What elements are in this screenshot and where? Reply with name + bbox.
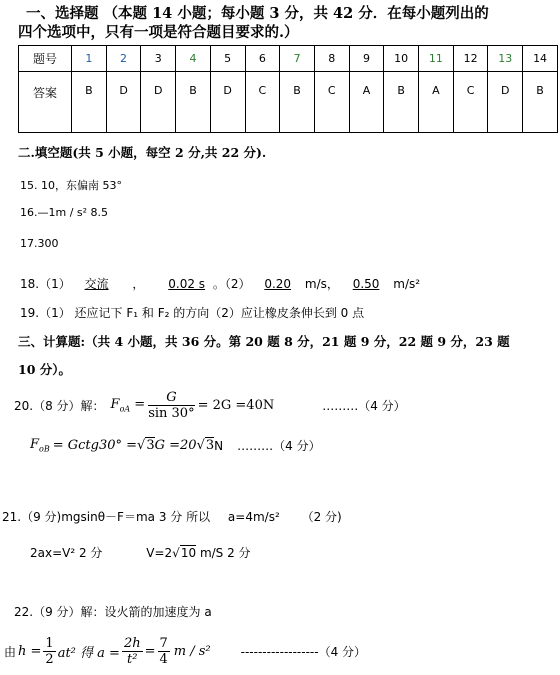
table-cell-answer: A [419, 72, 454, 133]
answer-q22-line2 [4, 636, 366, 667]
section2-heading: 二.填空题(共 5 小题，每空 2 分,共 22 分). [18, 145, 267, 160]
q22-frac3-den: 4 [159, 652, 168, 667]
q22-frac2-den: t² [127, 652, 138, 667]
table-cell-number: 11 [419, 46, 454, 72]
section3-heading-line1: 三、计算题:（共 4 小题，共 36 分。第 20 题 8 分，21 题 9 分，22 题 9 分，23 题 [18, 334, 510, 349]
table-cell-answer: B [72, 72, 107, 133]
q22-h-eq: h = [18, 644, 42, 659]
answer-q21-line1 [2, 508, 342, 525]
table-cell-number: 6 [245, 46, 280, 72]
q18-mid: 。（2） [212, 277, 251, 291]
q22-tail: ------------------（4 分） [240, 645, 367, 659]
table-cell-number: 12 [453, 46, 488, 72]
table-cell-answer: C [453, 72, 488, 133]
table-cell-number: 5 [210, 46, 245, 72]
q21-line1a: 21.（9 分)mgsinθ－F＝ma 3 分 所以 [2, 510, 211, 524]
table-row-numbers [19, 46, 558, 72]
table-row-answers [19, 72, 558, 133]
table-cell-number: 7 [280, 46, 315, 72]
q21-line2b: V=2 [146, 546, 173, 560]
table-cell-number: 9 [349, 46, 384, 72]
table-cell-answer: D [141, 72, 176, 133]
q20-f-ob-tail: G =20 [154, 438, 197, 453]
table-cell-answer: D [210, 72, 245, 133]
q18-prefix: 18.（1） [20, 277, 71, 291]
q20-prefix: 20.（8 分）解： [14, 398, 105, 413]
table-cell-answer: B [280, 72, 315, 133]
q18-unit-1: m/s， [304, 277, 339, 291]
table-cell-number: 1 [72, 46, 107, 72]
answer-q16: 16.—1m / s² 8.5 [20, 206, 109, 219]
table-cell-answer: C [245, 72, 280, 133]
section1-title-line2: 四个选项中，只有一项是符合题目要求的.） [18, 24, 299, 41]
q18-blank-2: 0.02 s [168, 277, 206, 291]
answer-q15: 15. 10，东偏南 53° [20, 179, 122, 192]
q18-sep: ， [132, 277, 145, 291]
q20-f-oa: F [110, 396, 120, 412]
q20-f-ob-expr: = Gctg30° = [52, 438, 138, 453]
q18-unit-2: m/s² [393, 277, 421, 291]
q20-fraction-den: sin 30° [148, 405, 195, 421]
answer-q22-line1: 22.（9 分）解：设火箭的加速度为 a [14, 605, 212, 619]
answer-q18 [20, 275, 420, 292]
q20-f-oa-sub: oA [119, 404, 131, 414]
q22-frac1-num: 1 [45, 636, 54, 651]
table-cell-answer: C [314, 72, 349, 133]
q21-line1b: a=4m/s² [227, 510, 280, 524]
answer-q19: 19.（1） 还应记下 F₁ 和 F₂ 的方向（2）应让橡皮条伸长到 0 点 [20, 306, 365, 320]
answer-q17: 17.300 [20, 237, 59, 250]
q20-fraction-num: G [148, 390, 194, 406]
table-cell-answer: D [488, 72, 523, 133]
table-cell-answer: A [349, 72, 384, 133]
row-label-answer: 答案 [19, 72, 72, 133]
answer-q20-line1: 20.（8 分）解： $F_{oA}$ = $\frac{G}{\sin 30^\circ}$ = 2G =40N ………（4 分） [14, 389, 406, 421]
q20-unit: N [214, 438, 224, 453]
q18-blank-3: 0.20 [264, 277, 292, 291]
q20-f-ob-sub: oB [39, 444, 50, 454]
q21-line2a: 2ax=V² 2 分 [30, 546, 103, 560]
table-cell-answer: D [106, 72, 141, 133]
table-cell-number: 3 [141, 46, 176, 72]
table-cell-number: 13 [488, 46, 523, 72]
answer-table [18, 45, 558, 133]
q18-blank-4: 0.50 [352, 277, 380, 291]
q20-fraction [148, 390, 194, 421]
table-cell-number: 14 [523, 46, 558, 72]
q21-sqrt10: 10 [180, 546, 197, 560]
q22-frac2-num: 2h [123, 636, 141, 651]
q22-frac1-den: 2 [45, 652, 54, 667]
q22-frac1 [43, 636, 55, 667]
q22-eq: = [144, 644, 156, 659]
q22-frac3 [158, 636, 170, 667]
table-cell-answer: B [384, 72, 419, 133]
q20-f-ob: F [30, 437, 40, 453]
section1-title-line1: 一、选择题 （本题 14 小题；每小题 3 分，共 42 分．在每小题列出的 [26, 5, 489, 22]
q21-line1c: （2 分) [301, 510, 342, 524]
row-label-number: 题号 [19, 46, 72, 72]
q22-unit: m / s² [173, 644, 211, 659]
q20-result: = 2G =40N [197, 397, 275, 413]
q18-blank-1: 交流 [84, 277, 109, 291]
answer-q21-line2: 2ax=V² 2 分 V=2√10 m/S 2 分 [30, 546, 251, 560]
section3-heading-line2: 10 分）。 [18, 362, 71, 377]
answer-q20-line2: $F_{oB}$ = Gctg30° = √3 G =20 √3 N ………（4 分） [30, 437, 321, 454]
table-cell-answer: B [523, 72, 558, 133]
q20-dots-2: ………（4 分） [237, 439, 321, 453]
table-cell-number: 4 [176, 46, 211, 72]
table-cell-answer: B [176, 72, 211, 133]
q20-sqrt3b: 3 [205, 438, 215, 453]
table-cell-number: 10 [384, 46, 419, 72]
q22-at2: at² 得 a = [57, 646, 120, 661]
q22-frac2 [122, 636, 143, 667]
q21-line2c: m/S 2 分 [199, 546, 251, 560]
q20-dots-1: ………（4 分） [322, 398, 406, 413]
q22-frac3-num: 7 [159, 636, 168, 651]
table-cell-number: 2 [106, 46, 141, 72]
q20-sqrt3: 3 [146, 438, 155, 453]
table-cell-number: 8 [314, 46, 349, 72]
q22-prefix: 由 [4, 645, 17, 659]
